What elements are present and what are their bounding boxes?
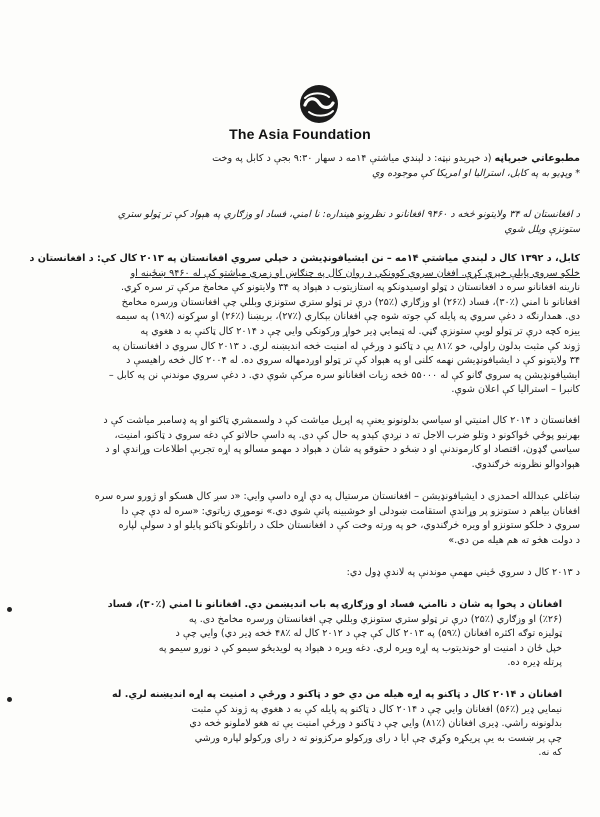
finding-line: که نه. bbox=[538, 747, 562, 759]
findings-intro: د ۲۰۱۳ کال د سروي ځيني مهمې موندنې په لاندې ډول دي: bbox=[346, 567, 580, 578]
bullet-icon bbox=[7, 607, 12, 612]
paragraph-2 bbox=[18, 414, 580, 472]
paragraph-line: دی. همدارنګه د دغې سروي په پايله کې جوته شوه چې افغانان بېکاري (٪۲۷)، بريښنا (٪۲۶) او سړکونه (٪۱۹) په سيمه bbox=[115, 311, 580, 323]
paragraph-line: افغانستان د ۲۰۱۴ کال امنيتي او سياسي بدلونونو يعنې په اپريل مياشت کې د ولسمشري ټاکنو او په ډسامبر مياشت کې د bbox=[103, 415, 580, 426]
finding-line: افغانان د ۲۰۱۴ کال د ټاکنو په اړه هيله من دي خو د ټاکنو د ورځې د امنيت په اړه انديښنه لري. له bbox=[111, 689, 562, 700]
subtitle-line: د افغانستان له ۳۴ ولايتونو څخه د ۹۴۶۰ افغانانو د نظرونو هينداره: نا امني، فساد او وزګاري په هېواد کې تر ټولو ستري bbox=[117, 209, 580, 220]
finding-line: چې پر ښست به يې پريکړه وکړي چې ايا د رای ورکولو مرکزونو ته د رای ورکولو لپاره ورشي bbox=[194, 732, 562, 744]
finding-line: خپل ځان د امنيت او خوندیتوب په اړه ويره لري. دغه ويره د هېواد په لويديځو سيمو کې د نورو سيمو په bbox=[158, 642, 562, 654]
press-heading: مطبوعاتي خبرپاڼه bbox=[494, 153, 580, 164]
finding-line: بدلونونه راشي. ډيری افغانان (٪۸۱) وايي چې د ټاکنو د ورځې امنيت يې ته هغو لاملونو څخه دي bbox=[189, 718, 562, 730]
paragraph-line: نارينه افغانانو سره د افغانستان د ټولو اوسيدونکو په استازيتوب د هېواد په ۳۴ ولايتونو کې مخامخ مرکې تر سره کړي. bbox=[121, 282, 580, 294]
paragraph-line: ژوند کې مثبت بدلون راولي، خو ٪۸۱ يې د ټاکنو د ورځې له امنيت څخه انديښنه لري. د ۲۰۱۳ کال سروي د افغانستان په bbox=[112, 340, 580, 352]
paragraph-line: سروي د خلکو ستونزو او ويره څرګندوي، خو په ورته وخت کې د افغانستان خلک د راتلونکو ټاکنو پايلو او د سولې لپاره bbox=[118, 520, 580, 532]
finding-line: پرتله ډيره ده. bbox=[507, 657, 562, 669]
paragraph-line: د دولت هڅو ته هم هيله من دي.» bbox=[448, 534, 580, 546]
paragraph-line: افغانانو نا امني (٪۳۰)، فساد (٪۲۶) او وزګاري (٪۲۵) درې تر ټولو ستري ستونزي وبللي چې افغانستان ورسره مخامخ bbox=[121, 296, 580, 308]
paragraph-line: بهرنيو پوځي ځواکونو د وتلو ضرب الاجل ته د نږدې کېدو په حال کې دی. په داسې حالاتو کې دغه سروي د ټاکنو، امنيت، bbox=[114, 429, 580, 441]
paragraph-line: سياسي ګډون، اقتصاد او کارموندنې او د ښځو د حقوقو په شان د هېواد د مهمو مسالو په اړه تجربې اطلاعات وړاندې او د bbox=[105, 444, 580, 456]
finding-line: (٪۲۶) او وزګاري (٪۲۵) درې تر ټولو ستري ستونزي وبللي چې افغانستان ورسره مخامخ دی. په bbox=[188, 613, 562, 625]
press-header bbox=[18, 152, 580, 181]
finding-line: ټوليزه توګه اکثره افغانان (٪۵۹) په ۲۰۱۳ کال کې چې د ۲۰۱۲ کال له ٪۴۸ څخه ډير دي) وايي چې د bbox=[175, 628, 562, 640]
finding-line: نيمايي ډير (٪۵۶) افغانان وايي چې د ۲۰۱۴ کال د ټاکنو په پايله کې به د هغوي په ژوند کې مثبت bbox=[191, 703, 562, 715]
embargo-line: (د خپريدو نېټه: د لېندي مياشتې ۱۴مه د سهار ۹:۳۰ بجې د کابل په وخت bbox=[212, 153, 492, 164]
paragraph-line: ۳۴ ولايتونو کې د ايشيافونډيشن نهمه کلنی او په هېواد کې تر ټولو اوږدمهاله سروي ده. له ۲۰۰۴ کال څخه راهيسې د bbox=[126, 355, 580, 367]
paragraph-line: افغانان بياهم د ستونزو پر وړاندې استقامت ښودلی او خوشبينه پاتې شوي دي.» نوموړي زياتوي: «سره له دې چې دا bbox=[121, 505, 580, 517]
paragraph-3 bbox=[18, 490, 580, 548]
paragraph-line: کانبرا – استراليا کې اعلان شوې. bbox=[451, 384, 580, 396]
press-subtitle bbox=[18, 208, 580, 237]
organization-name: The Asia Foundation bbox=[229, 126, 371, 142]
finding-1 bbox=[22, 598, 562, 671]
paragraph-line: کابل، د ۱۳۹۲ کال د لېندي مياشتې ۱۴مه – نن ايشيافونډيشن د خپلي سروي افغانستان په ۲۰۱۳ کال کې: د افغانستان د bbox=[29, 253, 580, 264]
paragraph-line: ييزه کچه درې تر ټولو لويې ستونزې ګڼي. له ټيمايي ډير خواړ ورکونکي وايي چې د ۲۰۱۴ کال ټاکنې به د هغوي په bbox=[140, 325, 580, 337]
paragraph-line: ښاغلي عبدالله احمدزی د ايشيافونډيشن – افغانستان مرستيال په دې اړه داسې وايي: «د سږ کال هسکو او ژورو سره سره bbox=[94, 491, 580, 502]
asia-foundation-logo-icon bbox=[299, 84, 339, 124]
paragraph-line: خلکو سروي پايلې خپرې کړې. افغان سروي کوونکي د روان کال په چنګاښ او زمري مياشتو کې له ۹۴۶۰ ښځينه او bbox=[130, 267, 580, 279]
subtitle-line: ستونزې ويلل شوي bbox=[504, 223, 580, 235]
bullet-icon bbox=[7, 697, 12, 702]
finding-2 bbox=[22, 688, 562, 761]
finding-line: افغانان د پخوا په شان د ناامنۍ، فساد او وزګارۍ په باب انديښمن دي. افغانانو نا امني (٪۳۰)، فساد bbox=[107, 599, 562, 610]
paragraph-line: ايشيافونډيشن په سروي ګانو کې له ۵۵۰۰۰ څخه زيات افغانانو سره مرکې شوې دي. د دغې سروي موندنې نن په کابل – bbox=[108, 369, 580, 381]
paragraph-1 bbox=[18, 252, 580, 398]
venue-line: * ويډيو به په کابل، استراليا او امريکا کې موجوده وي bbox=[372, 167, 580, 179]
paragraph-line: هېوادوالو نظرونه څرګندوي. bbox=[471, 458, 580, 470]
